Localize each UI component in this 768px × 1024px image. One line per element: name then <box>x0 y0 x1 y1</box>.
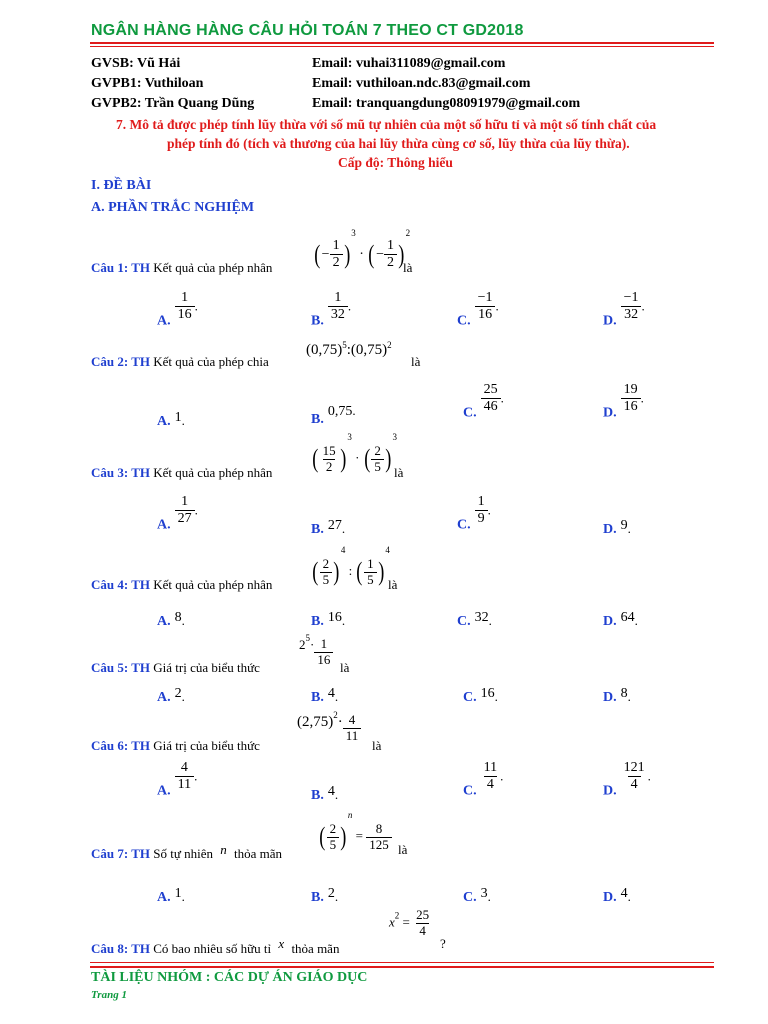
q2-option-a[interactable]: A. 1. <box>157 410 185 429</box>
section-title-1: I. ĐỀ BÀI <box>91 178 152 193</box>
footer-rule <box>90 966 714 968</box>
author-gvpb2-email: Email: tranquangdung08091979@gmail.com <box>312 96 581 111</box>
q1-option-b[interactable]: B. $\frac{1}{32}$ . <box>311 290 352 329</box>
q6-expression: $(2,75)^2\cdot$ $\frac{4}{11}$ <box>297 710 361 744</box>
q1-expression: (− $\frac{1}{2}$ )$^3$ · (− $\frac{1}{2}$ )$^2$ <box>314 228 411 271</box>
q2-tail: là <box>411 354 421 369</box>
q2-option-d[interactable]: D. $\frac{19}{16}$ . <box>603 382 644 421</box>
q3-expression: ( $\frac{15}{2}$ )$^3$ · ( $\frac{2}{5}$ )$^3$ <box>312 432 398 474</box>
q7-tail: là <box>398 842 408 857</box>
question-text: Kết quả của phép nhân <box>153 260 273 275</box>
q6-option-c[interactable]: C. $\frac{11}{4}$ . <box>463 760 504 799</box>
q1-option-c[interactable]: C. $\frac{-1}{16}$ . <box>457 290 499 329</box>
q2-expression: $(0,75)^5:(0,75)^2$ <box>306 340 392 358</box>
q3-option-b[interactable]: B. 27. <box>311 518 346 537</box>
q5-option-d[interactable]: D. 8. <box>603 686 631 705</box>
page-header-title: NGÂN HÀNG HÀNG CÂU HỎI TOÁN 7 THEO CT GD2018 <box>91 22 524 39</box>
q2-option-b[interactable]: B. 0,75. <box>311 403 356 427</box>
author-gvsb-email: Email: vuhai311089@gmail.com <box>312 56 506 71</box>
q6-option-d[interactable]: D. $\frac{121}{4}$ . <box>603 760 651 799</box>
q5-option-c[interactable]: C. 16. <box>463 686 498 705</box>
q5-option-b[interactable]: B. 4. <box>311 686 339 705</box>
q3-option-c[interactable]: C. $\frac{1}{9}$ . <box>457 494 491 533</box>
objective-line-1: 7. Mô tả được phép tính lũy thừa với số mũ tự nhiên của một số hữu tỉ và một số tính chất của <box>116 117 657 132</box>
variable-n: n <box>220 842 227 857</box>
q4-option-d[interactable]: D. 64. <box>603 610 638 629</box>
q3-option-a[interactable]: A. $\frac{1}{27}$ . <box>157 494 198 533</box>
question-3: Câu 3: TH Kết quả của phép nhân <box>91 465 273 480</box>
question-2: Câu 2: TH Kết quả của phép chia <box>91 354 269 369</box>
question-number: Câu 1: TH <box>91 260 150 275</box>
section-title-a: A. PHẦN TRẮC NGHIỆM <box>91 200 255 215</box>
author-gvpb2: GVPB2: Trần Quang Dũng <box>91 96 255 111</box>
q5-tail: là <box>340 660 350 675</box>
q7-option-a[interactable]: A. 1. <box>157 886 185 905</box>
header-rule-thin <box>90 46 714 47</box>
question-8: Câu 8: TH Có bao nhiêu số hữu tỉ x thỏa mãn <box>91 936 340 956</box>
q5-expression: $2^5\cdot$ $\frac{1}{16}$ <box>299 633 333 667</box>
q6-tail: là <box>372 738 382 753</box>
q3-option-d[interactable]: D. 9. <box>603 518 631 537</box>
q4-option-a[interactable]: A. 8. <box>157 610 185 629</box>
q7-expression: ( $\frac{2}{5}$ )$^n$ = $\frac{8}{125}$ <box>318 810 392 852</box>
footer-rule-thin <box>90 962 714 963</box>
q7-option-c[interactable]: C. 3. <box>463 886 491 905</box>
header-rule <box>90 42 714 44</box>
question-7: Câu 7: TH Số tự nhiên n thỏa mãn <box>91 842 283 861</box>
question-6: Câu 6: TH Giá trị của biểu thức <box>91 738 260 753</box>
footer-title: TÀI LIỆU NHÓM : CÁC DỰ ÁN GIÁO DỤC <box>91 970 368 985</box>
author-gvpb1-email: Email: vuthiloan.ndc.83@gmail.com <box>312 76 531 91</box>
question-1 <box>91 260 272 276</box>
q1-option-a[interactable]: A. $\frac{1}{16}$ . <box>157 290 198 329</box>
difficulty-level: Cấp độ: Thông hiểu <box>338 155 453 170</box>
q5-option-a[interactable]: A. 2. <box>157 686 185 705</box>
variable-x: x <box>278 936 285 951</box>
q6-option-a[interactable]: A. $\frac{4}{11}$ . <box>157 760 198 799</box>
q7-option-d[interactable]: D. 4. <box>603 886 631 905</box>
q1-tail: là <box>403 260 413 275</box>
objective-line-2: phép tính đó (tích và thương của hai lũy thừa cùng cơ số, lũy thừa của lũy thừa). <box>167 136 630 151</box>
q4-expression: ( $\frac{2}{5}$ )$^4$ : ( $\frac{1}{5}$ )$^4$ <box>312 545 390 587</box>
question-4: Câu 4: TH Kết quả của phép nhân <box>91 577 273 592</box>
q4-tail: là <box>388 577 398 592</box>
q6-option-b[interactable]: B. 4. <box>311 784 339 803</box>
q1-option-d[interactable]: D. $\frac{-1}{32}$ . <box>603 290 645 329</box>
page-number: Trang 1 <box>91 989 127 1001</box>
q8-tail: ? <box>440 936 446 951</box>
q2-option-c[interactable]: C. $\frac{25}{46}$ . <box>463 382 504 421</box>
q3-tail: là <box>394 465 404 480</box>
author-gvsb: GVSB: Vũ Hải <box>91 56 181 71</box>
q7-option-b[interactable]: B. 2. <box>311 886 339 905</box>
q4-option-c[interactable]: C. 32. <box>457 610 492 629</box>
question-5: Câu 5: TH Giá trị của biểu thức <box>91 660 260 675</box>
q8-expression: $x^2$ = $\frac{25}{4}$ <box>389 907 430 938</box>
q4-option-b[interactable]: B. 16. <box>311 610 346 629</box>
author-gvpb1: GVPB1: Vuthiloan <box>91 76 204 91</box>
